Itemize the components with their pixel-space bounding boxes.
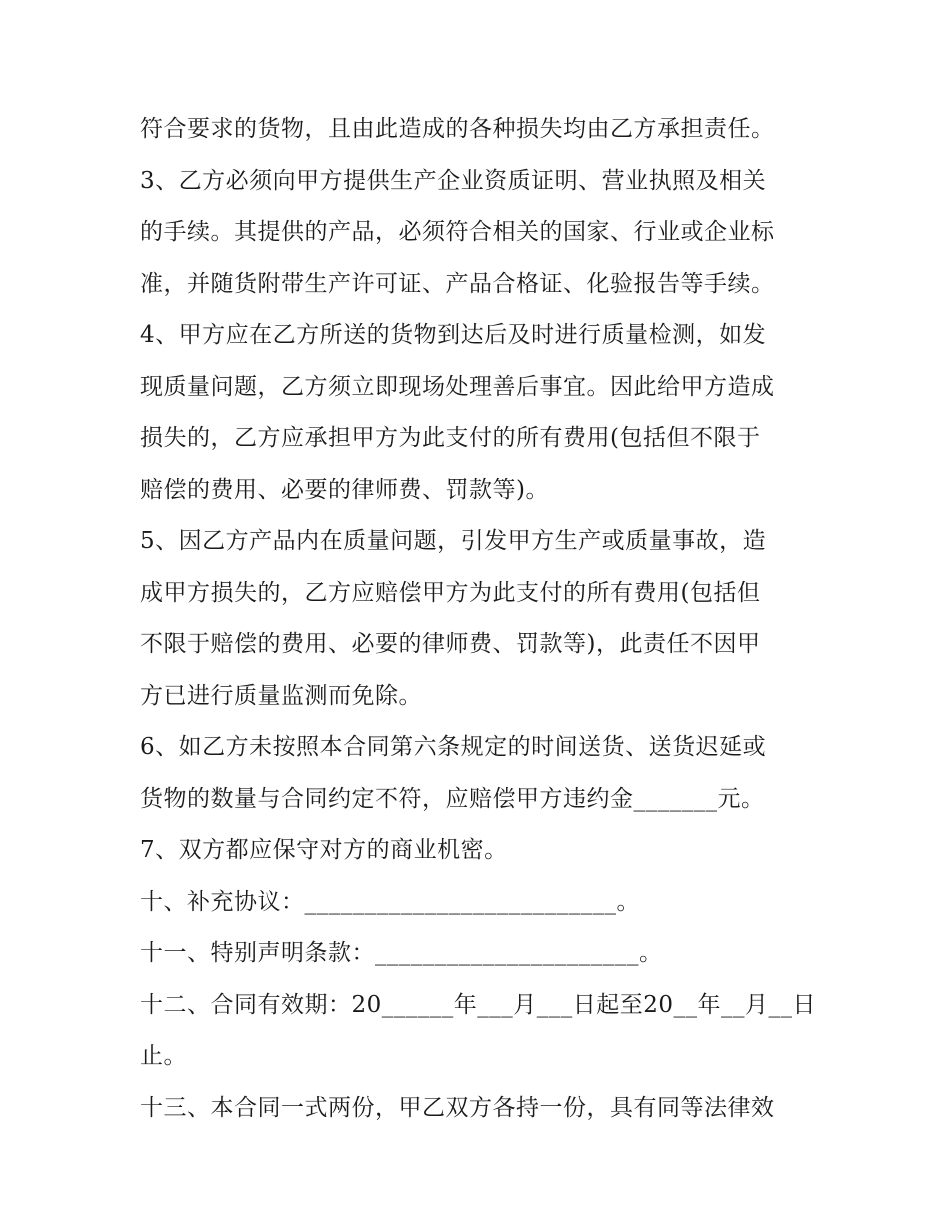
contract-text — [140, 104, 830, 1134]
text-line: 不限于赔偿的费用、必要的律师费、罚款等)，此责任不因甲 — [140, 631, 761, 657]
text-line: 十、补充协议：__________________________。 — [140, 888, 640, 915]
text-line: 损失的，乙方应承担甲方为此支付的所有费用(包括但不限于 — [140, 425, 761, 451]
text-line: 十三、本合同一式两份，甲乙双方各持一份，具有同等法律效 — [140, 1094, 775, 1121]
text-line: 的手续。其提供的产品，必须符合相关的国家、行业或企业标 — [140, 219, 775, 245]
text-line: 十二、合同有效期：20______年___月___日起至20__年__月__日 — [140, 991, 817, 1018]
text-line: 止。 — [140, 1043, 187, 1069]
text-line: 现质量问题，乙方须立即现场处理善后事宜。因此给甲方造成 — [140, 373, 775, 400]
text-line: 十一、特别声明条款：______________________。 — [140, 940, 663, 966]
text-line: 6、如乙方未按照本合同第六条规定的时间送货、送货迟延或 — [140, 734, 767, 760]
text-line: 5、因乙方产品内在质量问题，引发甲方生产或质量事故，造 — [140, 528, 767, 554]
text-line: 货物的数量与合同约定不符，应赔偿甲方违约金_______元。 — [140, 785, 765, 812]
text-line: 准，并随货附带生产许可证、产品合格证、化验报告等手续。 — [140, 270, 775, 297]
text-line: 4、甲方应在乙方所送的货物到达后及时进行质量检测，如发 — [140, 322, 767, 348]
text-line: 方已进行质量监测而免除。 — [140, 682, 422, 709]
text-line: 成甲方损失的，乙方应赔偿甲方为此支付的所有费用(包括但 — [140, 579, 761, 606]
text-line: 3、乙方必须向甲方提供生产企业资质证明、营业执照及相关 — [140, 167, 767, 194]
text-line: 符合要求的货物，且由此造成的各种损失均由乙方承担责任。 — [140, 116, 775, 142]
text-line: 7、双方都应保守对方的商业机密。 — [140, 837, 508, 863]
text-line: 赔偿的费用、必要的律师费、罚款等)。 — [140, 476, 549, 503]
